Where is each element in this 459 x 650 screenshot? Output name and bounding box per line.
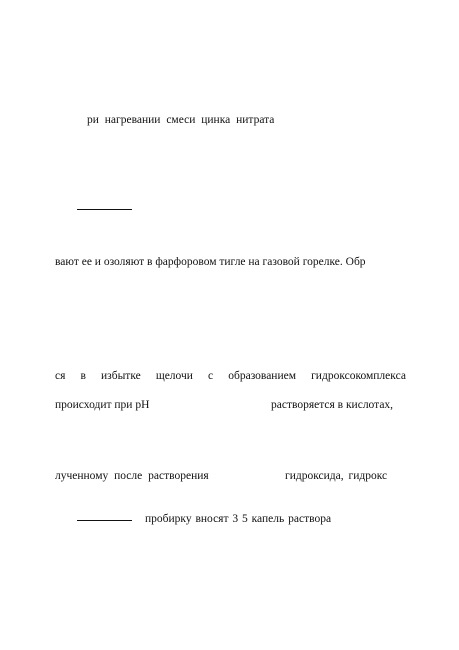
word: с (208, 370, 214, 382)
blank-rule-1 (77, 209, 132, 210)
text-line-6: пробирку вносят 3 5 капель раствора (145, 513, 332, 525)
word: гидроксокомплекса (311, 370, 406, 382)
word: ся (55, 370, 66, 382)
text-line-4-right: растворяется в кислотах, (271, 399, 394, 411)
word: избытке (101, 370, 141, 382)
word: в (80, 370, 86, 382)
text-line-3 (55, 369, 406, 383)
word: щелочи (155, 370, 193, 382)
text-line-5-right: гидроксида, гидрокс (285, 470, 388, 482)
blank-rule-2 (77, 520, 132, 521)
text-line-5-left: лученному после растворения (55, 470, 209, 482)
text-line-2: вают ее и озоляют в фарфоровом тигле на газовой горелке. Обр (55, 256, 366, 268)
word: образованием (228, 370, 296, 382)
text-line-4-left: происходит при рН (55, 399, 150, 411)
text-line-1: ри нагревании смеси цинка нитрата (87, 114, 275, 126)
